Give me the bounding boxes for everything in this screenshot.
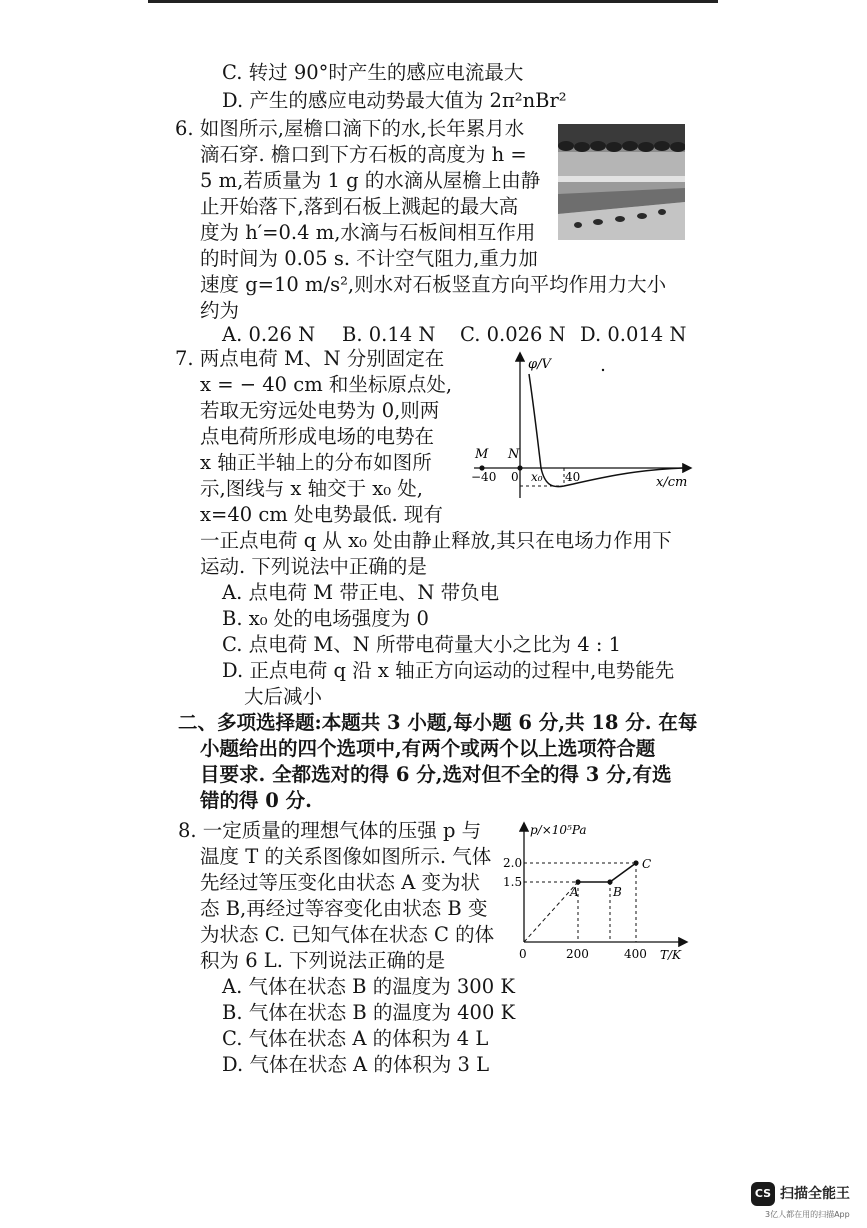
q7-option-d: D. 正点电荷 q 沿 x 轴正方向运动的过程中,电势能先	[222, 659, 675, 682]
label-c: C	[642, 857, 652, 871]
watermark-tagline: 3亿人都在用的扫描App	[765, 1210, 850, 1219]
q7-option-c: C. 点电荷 M、N 所带电荷量大小之比为 4 : 1	[222, 633, 622, 656]
q7-line-6: 示,图线与 x 轴交于 x₀ 处,	[200, 477, 424, 500]
potential-curve	[529, 374, 683, 487]
q7-option-a: A. 点电荷 M 带正电、N 带负电	[222, 581, 500, 604]
section2-line-3: 目要求. 全都选对的得 6 分,选对但不全的得 3 分,有选	[200, 763, 672, 786]
watermark-app-name: 扫描全能王	[780, 1186, 850, 1202]
q7-line-8: 一正点电荷 q 从 x₀ 处由静止释放,其只在电场力作用下	[200, 529, 672, 552]
q8-option-a: A. 气体在状态 B 的温度为 300 K	[222, 975, 515, 998]
q8-option-b: B. 气体在状态 B 的温度为 400 K	[222, 1001, 516, 1024]
eaves-dripping-photo	[558, 124, 685, 240]
section2-line-1: 二、多项选择题:本题共 3 小题,每小题 6 分,共 18 分. 在每	[178, 711, 698, 734]
q6-line-4: 止开始落下,落到石板上溅起的最大高	[200, 195, 519, 218]
tick-40: 40	[565, 470, 581, 484]
state-a-dot	[575, 879, 580, 884]
q5-option-c: C. 转过 90°时产生的感应电流最大	[222, 61, 524, 84]
potential-graph	[468, 348, 693, 510]
q7-option-d-cont: 大后减小	[244, 685, 323, 708]
camscanner-logo: CS	[751, 1182, 775, 1206]
q7-line-4: 点电荷所形成电场的电势在	[200, 425, 435, 448]
q6-line-6: 的时间为 0.05 s. 不计空气阻力,重力加	[200, 247, 538, 270]
tick-400: 400	[624, 947, 647, 961]
q7-line-2: x = − 40 cm 和坐标原点处,	[200, 373, 453, 396]
q8-option-d: D. 气体在状态 A 的体积为 3 L	[222, 1053, 490, 1076]
q6-line-3: 5 m,若质量为 1 g 的水滴从屋檐上由静	[200, 169, 541, 192]
q8-line-3: 先经过等压变化由状态 A 变为状	[200, 871, 480, 894]
q8-line-5: 为状态 C. 已知气体在状态 C 的体	[200, 923, 495, 946]
section2-line-4: 错的得 0 分.	[200, 789, 312, 812]
state-c-dot	[633, 860, 638, 865]
q7-line-5: x 轴正半轴上的分布如图所	[200, 451, 432, 474]
q6-line-8: 约为	[200, 299, 240, 322]
tick-2-0: 2.0	[503, 856, 523, 870]
q6-option-b: B. 0.14 N	[342, 323, 436, 346]
q8-line-2: 温度 T 的关系图像如图所示. 气体	[200, 845, 492, 868]
tick-200: 200	[566, 947, 589, 961]
label-n: N	[508, 447, 520, 462]
tick-origin: 0	[511, 470, 519, 484]
tick-t0: 0	[519, 947, 527, 961]
q7-line-1: 7. 两点电荷 M、N 分别固定在	[175, 347, 445, 370]
q6-line-7: 速度 g=10 m/s²,则水对石板竖直方向平均作用力大小	[200, 273, 667, 296]
tick-x0: x₀	[531, 470, 543, 484]
state-b-dot	[607, 879, 612, 884]
q7-option-b: B. x₀ 处的电场强度为 0	[222, 607, 429, 630]
t-axis-label: T/K	[660, 948, 682, 962]
q7-line-7: x=40 cm 处电势最低. 现有	[200, 503, 443, 526]
phi-axis-label: φ/V	[528, 357, 551, 372]
b-to-c-segment	[610, 863, 636, 882]
q7-line-9: 运动. 下列说法中正确的是	[200, 555, 427, 578]
p-axis-label: p/×10⁵Pa	[530, 823, 587, 837]
section2-line-2: 小题给出的四个选项中,有两个或两个以上选项符合题	[200, 737, 656, 760]
q6-option-a: A. 0.26 N	[222, 323, 316, 346]
scanner-watermark	[751, 1182, 861, 1222]
q7-line-3: 若取无穷远处电势为 0,则两	[200, 399, 440, 422]
pressure-temperature-graph	[500, 816, 690, 968]
label-b: B	[613, 885, 622, 899]
q6-line-1: 6. 如图所示,屋檐口滴下的水,长年累月水	[175, 117, 525, 140]
x-axis-label: x/cm	[656, 475, 688, 490]
tick-neg40: −40	[471, 470, 497, 484]
q8-line-4: 态 B,再经过等容变化由状态 B 变	[200, 897, 488, 920]
q8-line-6: 积为 6 L. 下列说法正确的是	[200, 949, 446, 972]
page-top-rule	[148, 0, 718, 3]
q6-line-2: 滴石穿. 檐口到下方石板的高度为 h =	[200, 143, 527, 166]
q8-option-c: C. 气体在状态 A 的体积为 4 L	[222, 1027, 489, 1050]
q6-option-d: D. 0.014 N	[580, 323, 687, 346]
q8-line-1: 8. 一定质量的理想气体的压强 p 与	[178, 819, 482, 842]
label-m: M	[475, 447, 489, 462]
q6-option-c: C. 0.026 N	[460, 323, 566, 346]
tick-1-5: 1.5	[503, 875, 523, 889]
q6-line-5: 度为 h′=0.4 m,水滴与石板间相互作用	[200, 221, 536, 244]
q5-option-d: D. 产生的感应电动势最大值为 2π²nBr²	[222, 89, 567, 112]
label-a: A	[570, 885, 579, 899]
stray-dot	[602, 369, 604, 371]
